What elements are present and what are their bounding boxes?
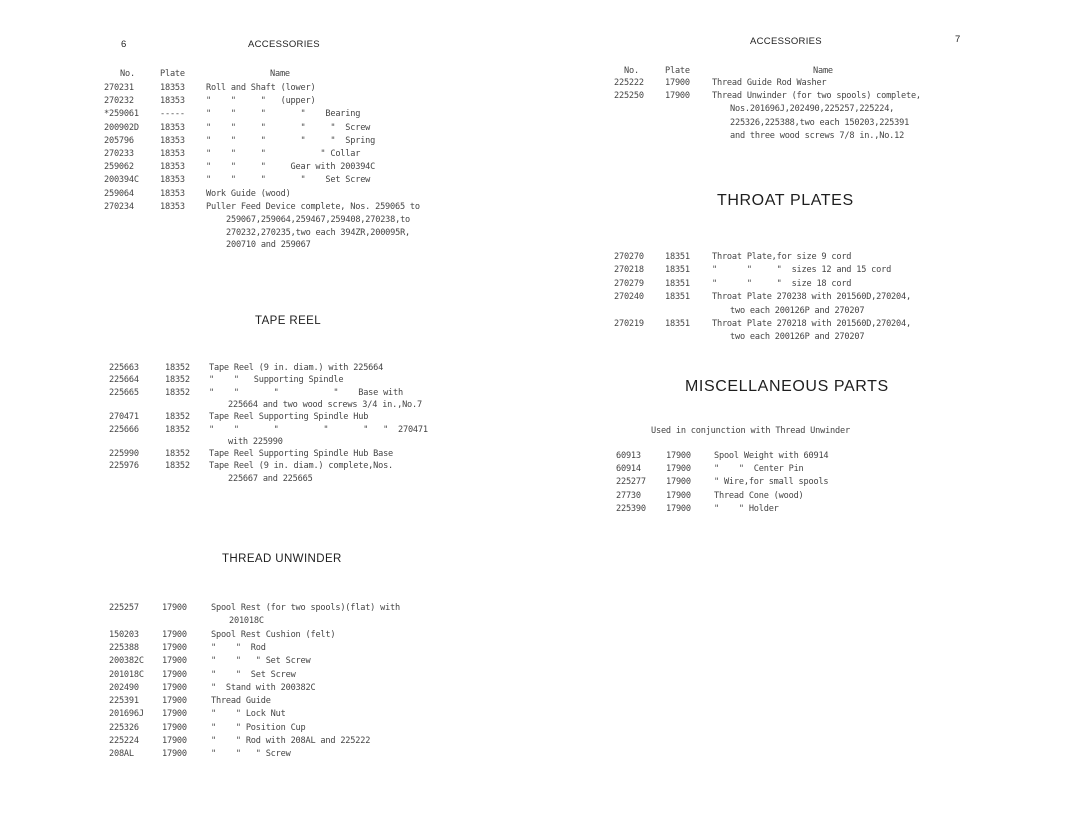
plate-number: 17900	[162, 603, 187, 613]
continuation-line: two each 200126P and 270207	[730, 332, 865, 343]
part-name: " " " " Bearing	[206, 109, 361, 120]
continuation-line: 225326,225388,two each 150203,225391	[730, 117, 910, 128]
part-number: 270279	[614, 278, 644, 289]
plate-number: 17900	[666, 451, 691, 461]
plate-number: 17900	[666, 503, 691, 514]
part-row	[104, 122, 484, 134]
misc-note: Used in conjunction with Thread Unwinder	[651, 426, 850, 436]
part-row	[614, 264, 994, 276]
continuation-line: 200710 and 259067	[226, 240, 311, 250]
part-number: 225257	[109, 603, 139, 613]
part-name: Thread Cone (wood)	[714, 490, 804, 501]
plate-number: 17900	[162, 669, 187, 680]
plate-number: 18353	[160, 122, 185, 133]
plate-number: 18353	[160, 83, 185, 93]
part-name: Throat Plate,for size 9 cord	[712, 252, 852, 262]
part-row	[109, 460, 489, 472]
part-name: " " " " " Screw	[206, 122, 371, 133]
part-row	[109, 374, 489, 386]
part-number: 201018C	[109, 669, 144, 680]
part-row	[109, 362, 489, 374]
part-row	[109, 735, 489, 747]
continuation-line: 225667 and 225665	[228, 473, 313, 484]
page-number: 6	[121, 39, 127, 50]
plate-number: 17900	[162, 696, 187, 707]
part-number: 225390	[616, 503, 646, 514]
section-title-thread-unwinder: THREAD UNWINDER	[222, 553, 342, 565]
part-row	[616, 476, 996, 488]
part-name: " " " " Set Screw	[206, 175, 371, 186]
column-headers	[614, 65, 954, 77]
plate-number: 17900	[162, 736, 187, 746]
part-name: " " " size 18 cord	[712, 278, 852, 289]
part-number: 259064	[104, 188, 134, 199]
part-row	[104, 188, 484, 200]
part-number: 225277	[616, 477, 646, 488]
part-number: 270270	[614, 252, 644, 262]
page-number: 7	[955, 34, 961, 45]
part-number: 225666	[109, 424, 139, 435]
part-name: Tape Reel (9 in. diam.) complete,Nos.	[209, 461, 394, 472]
part-row	[109, 642, 489, 654]
part-number: 270240	[614, 292, 644, 303]
part-row	[614, 291, 994, 303]
continuation-line: 270232,270235,two each 394ZR,200095R,	[226, 227, 411, 238]
plate-number: 18353	[160, 188, 185, 199]
part-name: Throat Plate 270238 with 201560D,270204,	[712, 292, 911, 303]
plate-number: 18353	[160, 149, 185, 159]
part-name: " Stand with 200382C	[211, 682, 316, 693]
part-number: 60913	[616, 451, 641, 461]
part-row	[104, 82, 484, 94]
continuation-line: 259067,259064,259467,259408,270238,to	[226, 215, 411, 225]
part-row	[109, 655, 489, 667]
part-number: 225388	[109, 642, 139, 653]
part-name: Tape Reel Supporting Spindle Hub Base	[209, 449, 394, 460]
col-header-name: Name	[813, 66, 833, 76]
plate-number: 18351	[665, 319, 690, 329]
part-name: Spool Weight with 60914	[714, 451, 829, 461]
plate-number: 17900	[162, 629, 187, 640]
part-row	[109, 682, 489, 694]
part-number: 200902D	[104, 122, 139, 133]
section-title-miscellaneous-parts: MISCELLANEOUS PARTS	[685, 378, 889, 395]
continuation-line: with 225990	[228, 436, 283, 447]
part-name: " Wire,for small spools	[714, 477, 829, 488]
part-name: Thread Guide Rod Washer	[712, 78, 827, 88]
right-page	[540, 0, 1080, 834]
plate-number: 18352	[165, 412, 190, 423]
plate-number: 18353	[160, 162, 185, 173]
part-number: 205796	[104, 135, 134, 146]
part-name: Thread Unwinder (for two spools) complete,	[712, 91, 921, 102]
part-number: 201696J	[109, 709, 144, 720]
part-row	[614, 278, 994, 290]
part-name: Tape Reel (9 in. diam.) with 225664	[209, 363, 384, 373]
plate-number: 17900	[162, 709, 187, 720]
part-name: Thread Guide	[211, 696, 271, 707]
part-row	[104, 148, 484, 160]
part-row	[616, 490, 996, 502]
continuation-line: 225664 and two wood screws 3/4 in.,No.7	[228, 399, 422, 410]
plate-number: 17900	[162, 682, 187, 693]
part-name: " " Lock Nut	[211, 709, 286, 720]
col-header-plate: Plate	[160, 69, 185, 79]
part-row	[616, 463, 996, 475]
part-row	[109, 708, 489, 720]
part-row	[109, 722, 489, 734]
part-number: 225663	[109, 363, 139, 373]
plate-number: 18352	[165, 363, 190, 373]
part-number: 150203	[109, 629, 139, 640]
part-row	[616, 450, 996, 462]
plate-number: 17900	[162, 722, 187, 733]
plate-number: 18352	[165, 461, 190, 472]
part-number: 208AL	[109, 749, 134, 760]
part-name: Work Guide (wood)	[206, 188, 291, 199]
continuation-line: and three wood screws 7/8 in.,No.12	[730, 130, 905, 141]
part-name: " " " " Base with	[209, 387, 403, 398]
part-name: Spool Rest Cushion (felt)	[211, 629, 336, 640]
part-row	[104, 95, 484, 107]
part-row	[104, 135, 484, 147]
part-number: 225665	[109, 387, 139, 398]
part-name: Throat Plate 270218 with 201560D,270204,	[712, 319, 911, 329]
part-number: 225222	[614, 78, 644, 88]
continuation-line: two each 200126P and 270207	[730, 305, 865, 316]
part-number: 60914	[616, 464, 641, 475]
plate-number: 17900	[162, 749, 187, 760]
part-number: 27730	[616, 490, 641, 501]
plate-number: 17900	[666, 477, 691, 488]
part-row	[104, 201, 484, 213]
plate-number: 18353	[160, 201, 185, 212]
plate-number: 18352	[165, 387, 190, 398]
plate-number: -----	[160, 109, 185, 120]
part-number: 270471	[109, 412, 139, 423]
part-row	[104, 161, 484, 173]
part-number: 270234	[104, 201, 134, 212]
plate-number: 17900	[666, 464, 691, 475]
col-header-name: Name	[270, 69, 290, 79]
part-number: 225224	[109, 736, 139, 746]
part-name: " " " " Collar	[206, 149, 361, 159]
col-header-plate: Plate	[665, 66, 690, 76]
part-name: Puller Feed Device complete, Nos. 259065 to	[206, 201, 420, 212]
part-row	[104, 174, 484, 186]
part-number: 270218	[614, 265, 644, 276]
plate-number: 18351	[665, 292, 690, 303]
part-row	[104, 108, 484, 120]
continuation-line: 201018C	[229, 616, 264, 627]
column-headers	[110, 68, 450, 80]
part-number: 225250	[614, 91, 644, 102]
part-number: 225664	[109, 375, 139, 386]
part-number: 259062	[104, 162, 134, 173]
part-row	[109, 695, 489, 707]
part-row	[109, 424, 489, 436]
plate-number: 17900	[665, 78, 690, 88]
part-name: " " " Screw	[211, 749, 291, 760]
part-row	[109, 448, 489, 460]
part-name: " " Holder	[714, 503, 779, 514]
part-name: Tape Reel Supporting Spindle Hub	[209, 412, 369, 423]
plate-number: 18352	[165, 375, 190, 386]
part-row	[109, 387, 489, 399]
plate-number: 18351	[665, 252, 690, 262]
part-row	[616, 503, 996, 515]
part-row	[109, 748, 489, 760]
part-number: 225326	[109, 722, 139, 733]
part-name: Spool Rest (for two spools)(flat) with	[211, 603, 401, 613]
section-title-tape-reel: TAPE REEL	[255, 315, 322, 327]
part-number: 225990	[109, 449, 139, 460]
part-name: " " Supporting Spindle	[209, 375, 344, 386]
plate-number: 18352	[165, 424, 190, 435]
plate-number: 18353	[160, 135, 185, 146]
plate-number: 18352	[165, 449, 190, 460]
plate-number: 18351	[665, 265, 690, 276]
part-name: " " Rod	[211, 642, 266, 653]
plate-number: 18353	[160, 96, 185, 107]
part-name: " " Rod with 208AL and 225222	[211, 736, 371, 746]
part-row	[109, 629, 489, 641]
plate-number: 18351	[665, 278, 690, 289]
part-row	[109, 669, 489, 681]
part-name: Roll and Shaft (lower)	[206, 83, 316, 93]
part-number: 270233	[104, 149, 134, 159]
part-number: 225391	[109, 696, 139, 707]
part-name: " " Set Screw	[211, 669, 296, 680]
part-number: 270219	[614, 319, 644, 329]
part-row	[614, 318, 994, 330]
part-name: " " " " " " 270471	[209, 424, 428, 435]
part-number: 270232	[104, 96, 134, 107]
page-header: ACCESSORIES	[750, 36, 822, 47]
part-row	[614, 77, 994, 89]
part-name: " " " sizes 12 and 15 cord	[712, 265, 892, 276]
col-header-no: No.	[624, 66, 639, 76]
part-number: 200394C	[104, 175, 139, 186]
part-number: 225976	[109, 461, 139, 472]
part-number: 270231	[104, 83, 134, 93]
part-row	[614, 251, 994, 263]
col-header-no: No.	[120, 69, 135, 79]
part-number: *259061	[104, 109, 139, 120]
part-name: " " Position Cup	[211, 722, 306, 733]
part-row	[109, 602, 489, 614]
part-name: " " " Gear with 200394C	[206, 162, 376, 173]
plate-number: 18353	[160, 175, 185, 186]
part-row	[109, 411, 489, 423]
page-header: ACCESSORIES	[248, 39, 320, 50]
part-name: " " Center Pin	[714, 464, 804, 475]
part-name: " " " (upper)	[206, 96, 316, 107]
part-row	[614, 90, 994, 102]
part-name: " " " Set Screw	[211, 656, 311, 667]
plate-number: 17900	[666, 490, 691, 501]
part-name: " " " " " Spring	[206, 135, 376, 146]
part-number: 202490	[109, 682, 139, 693]
section-title-throat-plates: THROAT PLATES	[717, 192, 854, 209]
plate-number: 17900	[162, 656, 187, 667]
plate-number: 17900	[162, 642, 187, 653]
plate-number: 17900	[665, 91, 690, 102]
continuation-line: Nos.201696J,202490,225257,225224,	[730, 104, 895, 115]
part-number: 200382C	[109, 656, 144, 667]
